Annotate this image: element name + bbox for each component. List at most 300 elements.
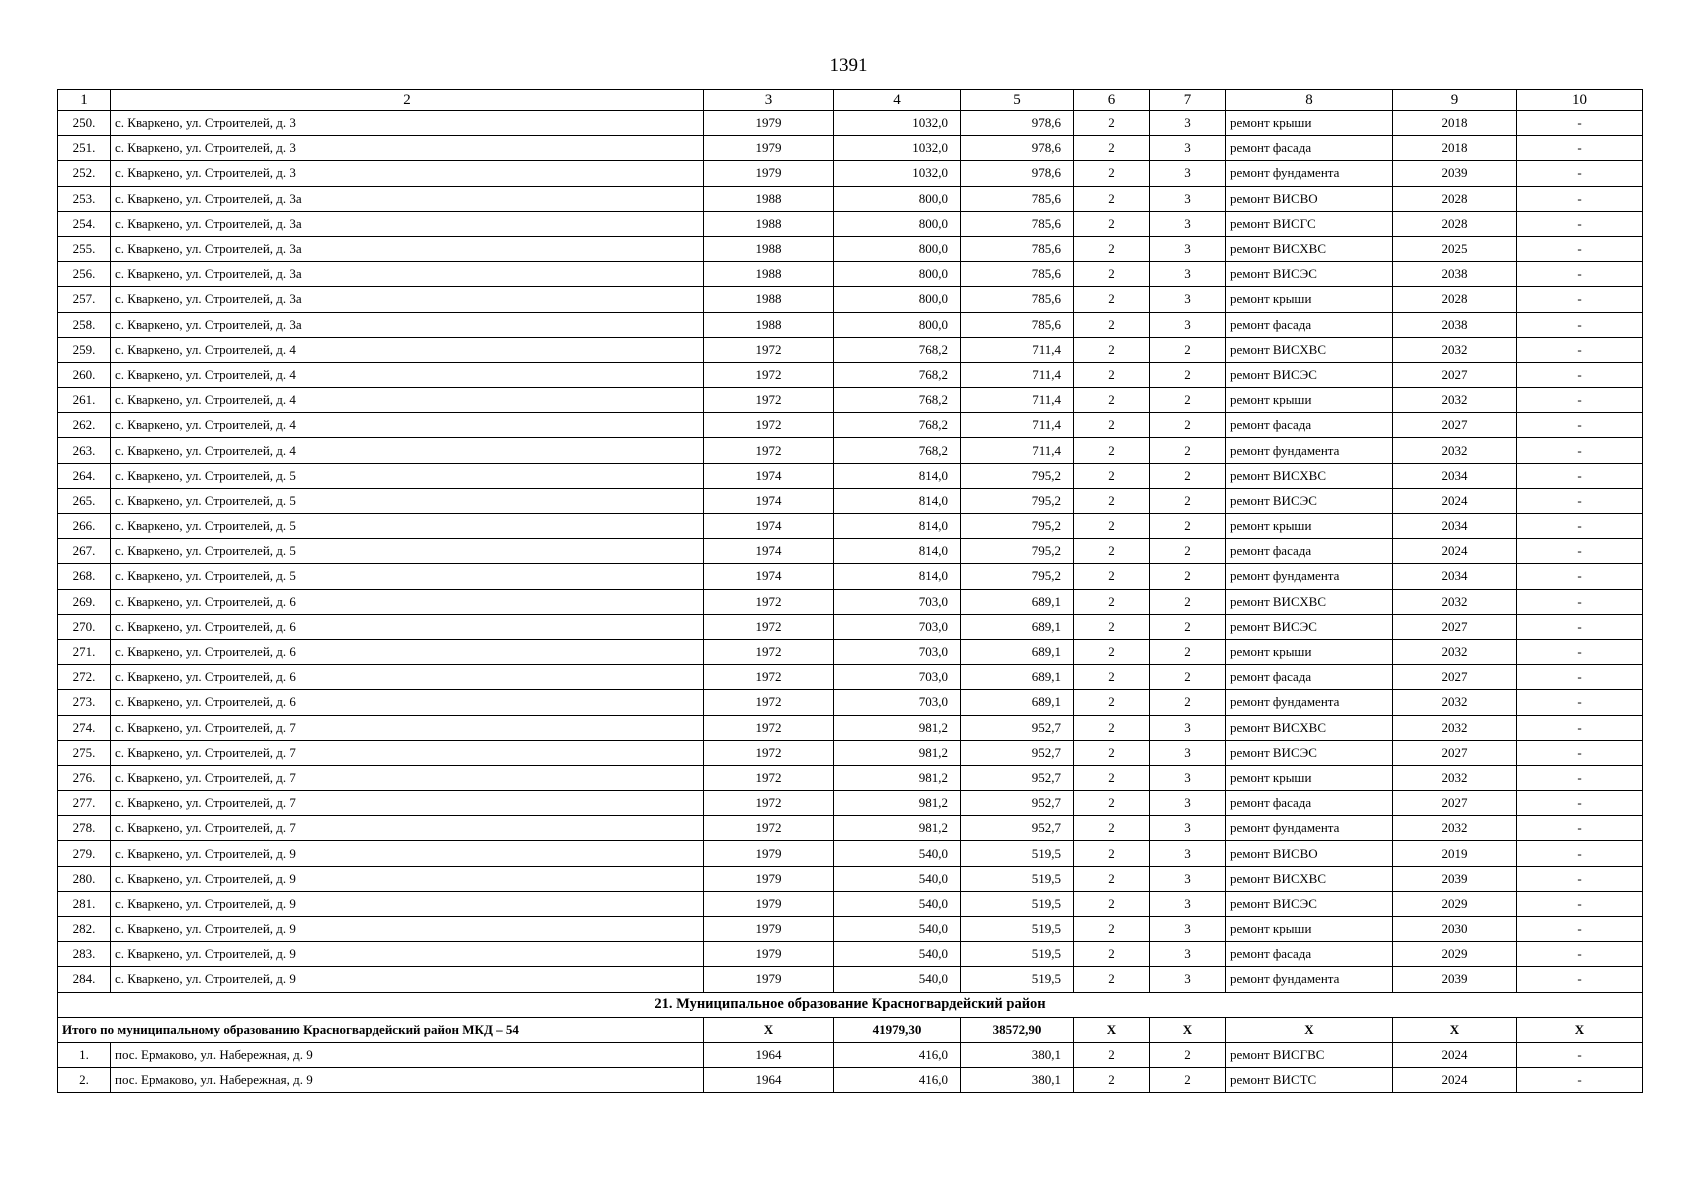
row-living-area: 380,1 (961, 1068, 1074, 1093)
row-work-type: ремонт ВИСТС (1226, 1068, 1393, 1093)
table-row (58, 740, 1643, 765)
row-col10: - (1517, 665, 1643, 690)
row-living-area: 785,6 (961, 186, 1074, 211)
row-planned-year: 2019 (1393, 841, 1517, 866)
row-work-type: ремонт фасада (1226, 413, 1393, 438)
row-col6: 2 (1074, 287, 1150, 312)
row-address: с. Кваркено, ул. Строителей, д. 5 (111, 514, 704, 539)
row-address: с. Кваркено, ул. Строителей, д. 3а (111, 186, 704, 211)
row-col10: - (1517, 438, 1643, 463)
table-row (58, 765, 1643, 790)
table-row (58, 413, 1643, 438)
row-work-type: ремонт фундамента (1226, 816, 1393, 841)
row-planned-year: 2024 (1393, 488, 1517, 513)
row-floors: 3 (1150, 715, 1226, 740)
row-build-year: 1974 (704, 488, 834, 513)
row-col10: - (1517, 589, 1643, 614)
row-floors: 3 (1150, 262, 1226, 287)
row-address: с. Кваркено, ул. Строителей, д. 3 (111, 161, 704, 186)
row-total-area: 703,0 (834, 614, 961, 639)
table-row (58, 236, 1643, 261)
row-floors: 3 (1150, 765, 1226, 790)
row-number: 2. (58, 1068, 111, 1093)
row-total-area: 540,0 (834, 917, 961, 942)
row-planned-year: 2030 (1393, 917, 1517, 942)
row-work-type: ремонт ВИСГВС (1226, 1042, 1393, 1067)
row-build-year: 1988 (704, 186, 834, 211)
row-number: 272. (58, 665, 111, 690)
row-col10: - (1517, 690, 1643, 715)
row-col6: 2 (1074, 740, 1150, 765)
row-work-type: ремонт ВИСЭС (1226, 488, 1393, 513)
row-build-year: 1974 (704, 564, 834, 589)
row-total-area: 981,2 (834, 740, 961, 765)
row-work-type: ремонт ВИСВО (1226, 186, 1393, 211)
row-col10: - (1517, 236, 1643, 261)
row-living-area: 689,1 (961, 639, 1074, 664)
row-col6: 2 (1074, 942, 1150, 967)
row-col6: 2 (1074, 211, 1150, 236)
row-total-area: 540,0 (834, 841, 961, 866)
row-work-type: ремонт крыши (1226, 287, 1393, 312)
row-number: 259. (58, 337, 111, 362)
row-col10: - (1517, 514, 1643, 539)
row-planned-year: 2025 (1393, 236, 1517, 261)
row-col6: 2 (1074, 866, 1150, 891)
row-floors: 3 (1150, 740, 1226, 765)
row-floors: 2 (1150, 463, 1226, 488)
row-number: 254. (58, 211, 111, 236)
row-living-area: 785,6 (961, 262, 1074, 287)
row-number: 266. (58, 514, 111, 539)
column-header-5: 5 (961, 90, 1074, 111)
column-header-10: 10 (1517, 90, 1643, 111)
row-living-area: 785,6 (961, 287, 1074, 312)
row-living-area: 952,7 (961, 791, 1074, 816)
row-total-area: 703,0 (834, 690, 961, 715)
row-number: 250. (58, 111, 111, 136)
row-address: с. Кваркено, ул. Строителей, д. 6 (111, 690, 704, 715)
row-planned-year: 2024 (1393, 1042, 1517, 1067)
row-work-type: ремонт фасада (1226, 665, 1393, 690)
table-row (58, 564, 1643, 589)
table-row (58, 539, 1643, 564)
row-planned-year: 2032 (1393, 690, 1517, 715)
row-work-type: ремонт фундамента (1226, 967, 1393, 992)
row-living-area: 711,4 (961, 388, 1074, 413)
row-col10: - (1517, 765, 1643, 790)
row-col6: 2 (1074, 312, 1150, 337)
row-living-area: 711,4 (961, 337, 1074, 362)
row-number: 283. (58, 942, 111, 967)
row-living-area: 978,6 (961, 111, 1074, 136)
column-header-4: 4 (834, 90, 961, 111)
row-number: 264. (58, 463, 111, 488)
row-work-type: ремонт ВИСХВС (1226, 715, 1393, 740)
row-floors: 2 (1150, 362, 1226, 387)
row-number: 271. (58, 639, 111, 664)
row-col6: 2 (1074, 262, 1150, 287)
section-title: 21. Муниципальное образование Красногвардейский район (58, 992, 1643, 1017)
row-number: 277. (58, 791, 111, 816)
row-address: с. Кваркено, ул. Строителей, д. 4 (111, 362, 704, 387)
table-row (58, 639, 1643, 664)
row-living-area: 519,5 (961, 841, 1074, 866)
row-col6: 2 (1074, 438, 1150, 463)
row-col10: - (1517, 967, 1643, 992)
row-living-area: 795,2 (961, 564, 1074, 589)
table-row (58, 211, 1643, 236)
table-row (58, 967, 1643, 992)
row-build-year: 1972 (704, 589, 834, 614)
row-build-year: 1972 (704, 665, 834, 690)
table-row (58, 791, 1643, 816)
row-col6: 2 (1074, 639, 1150, 664)
row-col6: 2 (1074, 1068, 1150, 1093)
row-address: с. Кваркено, ул. Строителей, д. 9 (111, 967, 704, 992)
table-row (58, 942, 1643, 967)
column-header-9: 9 (1393, 90, 1517, 111)
row-address: с. Кваркено, ул. Строителей, д. 7 (111, 765, 704, 790)
row-number: 256. (58, 262, 111, 287)
row-col6: 2 (1074, 841, 1150, 866)
row-total-area: 981,2 (834, 791, 961, 816)
row-living-area: 795,2 (961, 539, 1074, 564)
row-living-area: 689,1 (961, 589, 1074, 614)
row-total-area: 800,0 (834, 211, 961, 236)
row-planned-year: 2032 (1393, 816, 1517, 841)
table-row (58, 438, 1643, 463)
row-build-year: 1972 (704, 715, 834, 740)
section-row (58, 992, 1643, 1017)
row-build-year: 1972 (704, 438, 834, 463)
row-living-area: 785,6 (961, 312, 1074, 337)
table-row (58, 589, 1643, 614)
row-col10: - (1517, 111, 1643, 136)
table-row (58, 111, 1643, 136)
row-address: с. Кваркено, ул. Строителей, д. 3а (111, 211, 704, 236)
row-planned-year: 2018 (1393, 111, 1517, 136)
row-col6: 2 (1074, 161, 1150, 186)
row-address: пос. Ермаково, ул. Набережная, д. 9 (111, 1042, 704, 1067)
row-address: с. Кваркено, ул. Строителей, д. 7 (111, 816, 704, 841)
row-total-area: 814,0 (834, 514, 961, 539)
row-col6: 2 (1074, 589, 1150, 614)
row-planned-year: 2032 (1393, 388, 1517, 413)
row-number: 1. (58, 1042, 111, 1067)
row-planned-year: 2034 (1393, 463, 1517, 488)
table-row (58, 488, 1643, 513)
row-living-area: 952,7 (961, 715, 1074, 740)
table-header (58, 90, 1643, 111)
total-c8: X (1226, 1017, 1393, 1042)
row-floors: 3 (1150, 866, 1226, 891)
row-planned-year: 2038 (1393, 312, 1517, 337)
row-living-area: 519,5 (961, 942, 1074, 967)
row-col10: - (1517, 740, 1643, 765)
row-floors: 3 (1150, 891, 1226, 916)
total-a5: 38572,90 (961, 1017, 1074, 1042)
row-living-area: 519,5 (961, 967, 1074, 992)
row-address: с. Кваркено, ул. Строителей, д. 4 (111, 337, 704, 362)
row-planned-year: 2038 (1393, 262, 1517, 287)
row-number: 261. (58, 388, 111, 413)
row-work-type: ремонт фундамента (1226, 564, 1393, 589)
row-total-area: 814,0 (834, 564, 961, 589)
row-number: 263. (58, 438, 111, 463)
row-address: с. Кваркено, ул. Строителей, д. 5 (111, 488, 704, 513)
row-build-year: 1979 (704, 136, 834, 161)
row-work-type: ремонт ВИСХВС (1226, 866, 1393, 891)
row-col10: - (1517, 388, 1643, 413)
row-col10: - (1517, 841, 1643, 866)
total-c7: X (1150, 1017, 1226, 1042)
row-planned-year: 2032 (1393, 715, 1517, 740)
row-address: с. Кваркено, ул. Строителей, д. 4 (111, 438, 704, 463)
row-col6: 2 (1074, 463, 1150, 488)
column-number-row (58, 90, 1643, 111)
row-col10: - (1517, 362, 1643, 387)
column-header-3: 3 (704, 90, 834, 111)
row-planned-year: 2028 (1393, 287, 1517, 312)
row-living-area: 952,7 (961, 816, 1074, 841)
row-build-year: 1979 (704, 111, 834, 136)
row-planned-year: 2027 (1393, 740, 1517, 765)
row-address: с. Кваркено, ул. Строителей, д. 4 (111, 388, 704, 413)
row-col10: - (1517, 413, 1643, 438)
row-total-area: 814,0 (834, 463, 961, 488)
row-number: 257. (58, 287, 111, 312)
row-planned-year: 2034 (1393, 564, 1517, 589)
table-row (58, 690, 1643, 715)
row-total-area: 540,0 (834, 891, 961, 916)
row-planned-year: 2024 (1393, 1068, 1517, 1093)
column-header-2: 2 (111, 90, 704, 111)
row-floors: 3 (1150, 161, 1226, 186)
row-work-type: ремонт ВИСЭС (1226, 362, 1393, 387)
row-address: с. Кваркено, ул. Строителей, д. 7 (111, 740, 704, 765)
row-living-area: 952,7 (961, 765, 1074, 790)
table-row (58, 917, 1643, 942)
row-number: 251. (58, 136, 111, 161)
row-address: с. Кваркено, ул. Строителей, д. 9 (111, 942, 704, 967)
row-address: с. Кваркено, ул. Строителей, д. 3а (111, 287, 704, 312)
row-build-year: 1988 (704, 312, 834, 337)
page-number: 1391 (829, 55, 868, 76)
row-total-area: 768,2 (834, 413, 961, 438)
row-col6: 2 (1074, 539, 1150, 564)
row-total-area: 1032,0 (834, 111, 961, 136)
row-col6: 2 (1074, 816, 1150, 841)
row-planned-year: 2039 (1393, 967, 1517, 992)
row-total-area: 540,0 (834, 866, 961, 891)
row-build-year: 1974 (704, 539, 834, 564)
row-build-year: 1972 (704, 740, 834, 765)
row-col6: 2 (1074, 1042, 1150, 1067)
total-c10: X (1517, 1017, 1643, 1042)
row-total-area: 981,2 (834, 715, 961, 740)
row-living-area: 689,1 (961, 690, 1074, 715)
row-col10: - (1517, 891, 1643, 916)
row-build-year: 1974 (704, 463, 834, 488)
row-work-type: ремонт крыши (1226, 917, 1393, 942)
row-address: с. Кваркено, ул. Строителей, д. 3 (111, 136, 704, 161)
row-col10: - (1517, 539, 1643, 564)
row-floors: 3 (1150, 136, 1226, 161)
row-work-type: ремонт ВИСЭС (1226, 262, 1393, 287)
row-living-area: 519,5 (961, 866, 1074, 891)
row-build-year: 1972 (704, 639, 834, 664)
row-col10: - (1517, 564, 1643, 589)
row-living-area: 711,4 (961, 438, 1074, 463)
row-floors: 3 (1150, 816, 1226, 841)
row-planned-year: 2028 (1393, 211, 1517, 236)
row-work-type: ремонт крыши (1226, 388, 1393, 413)
row-total-area: 768,2 (834, 388, 961, 413)
row-col10: - (1517, 791, 1643, 816)
row-build-year: 1972 (704, 791, 834, 816)
row-address: с. Кваркено, ул. Строителей, д. 7 (111, 715, 704, 740)
row-floors: 2 (1150, 488, 1226, 513)
row-living-area: 519,5 (961, 891, 1074, 916)
row-floors: 2 (1150, 665, 1226, 690)
row-work-type: ремонт ВИСХВС (1226, 337, 1393, 362)
row-floors: 2 (1150, 589, 1226, 614)
row-col10: - (1517, 942, 1643, 967)
row-address: с. Кваркено, ул. Строителей, д. 9 (111, 917, 704, 942)
row-floors: 3 (1150, 312, 1226, 337)
row-build-year: 1972 (704, 388, 834, 413)
row-col10: - (1517, 639, 1643, 664)
row-planned-year: 2039 (1393, 866, 1517, 891)
row-work-type: ремонт ВИСЭС (1226, 740, 1393, 765)
row-address: с. Кваркено, ул. Строителей, д. 6 (111, 589, 704, 614)
row-col6: 2 (1074, 791, 1150, 816)
row-col10: - (1517, 1042, 1643, 1067)
row-number: 262. (58, 413, 111, 438)
row-address: с. Кваркено, ул. Строителей, д. 5 (111, 564, 704, 589)
row-col6: 2 (1074, 665, 1150, 690)
row-address: с. Кваркено, ул. Строителей, д. 3а (111, 262, 704, 287)
row-col10: - (1517, 866, 1643, 891)
table-row (58, 665, 1643, 690)
row-floors: 3 (1150, 942, 1226, 967)
row-col6: 2 (1074, 236, 1150, 261)
row-floors: 2 (1150, 514, 1226, 539)
row-build-year: 1972 (704, 337, 834, 362)
row-floors: 2 (1150, 614, 1226, 639)
row-col6: 2 (1074, 413, 1150, 438)
row-total-area: 703,0 (834, 639, 961, 664)
row-number: 282. (58, 917, 111, 942)
row-work-type: ремонт фундамента (1226, 438, 1393, 463)
row-col10: - (1517, 1068, 1643, 1093)
row-work-type: ремонт ВИСХВС (1226, 589, 1393, 614)
row-planned-year: 2029 (1393, 942, 1517, 967)
row-work-type: ремонт ВИСЭС (1226, 891, 1393, 916)
row-planned-year: 2027 (1393, 362, 1517, 387)
row-work-type: ремонт фасада (1226, 312, 1393, 337)
table-body (58, 111, 1643, 1093)
row-col10: - (1517, 917, 1643, 942)
row-work-type: ремонт крыши (1226, 765, 1393, 790)
row-living-area: 795,2 (961, 488, 1074, 513)
row-planned-year: 2032 (1393, 639, 1517, 664)
row-col6: 2 (1074, 614, 1150, 639)
row-total-area: 416,0 (834, 1068, 961, 1093)
row-number: 265. (58, 488, 111, 513)
row-living-area: 785,6 (961, 236, 1074, 261)
row-col10: - (1517, 262, 1643, 287)
row-total-area: 800,0 (834, 312, 961, 337)
row-build-year: 1972 (704, 765, 834, 790)
row-floors: 3 (1150, 287, 1226, 312)
row-col6: 2 (1074, 186, 1150, 211)
row-total-area: 416,0 (834, 1042, 961, 1067)
row-total-area: 814,0 (834, 539, 961, 564)
row-floors: 2 (1150, 639, 1226, 664)
row-planned-year: 2027 (1393, 665, 1517, 690)
row-col10: - (1517, 312, 1643, 337)
row-living-area: 711,4 (961, 362, 1074, 387)
row-number: 260. (58, 362, 111, 387)
row-living-area: 689,1 (961, 665, 1074, 690)
table-row (58, 312, 1643, 337)
row-build-year: 1972 (704, 614, 834, 639)
column-header-6: 6 (1074, 90, 1150, 111)
row-address: с. Кваркено, ул. Строителей, д. 6 (111, 639, 704, 664)
row-address: с. Кваркено, ул. Строителей, д. 6 (111, 665, 704, 690)
table-row (58, 841, 1643, 866)
row-planned-year: 2032 (1393, 589, 1517, 614)
table-row (58, 186, 1643, 211)
table-row (58, 514, 1643, 539)
row-work-type: ремонт крыши (1226, 514, 1393, 539)
row-total-area: 981,2 (834, 765, 961, 790)
row-number: 253. (58, 186, 111, 211)
row-total-area: 814,0 (834, 488, 961, 513)
row-planned-year: 2028 (1393, 186, 1517, 211)
row-col6: 2 (1074, 690, 1150, 715)
row-planned-year: 2024 (1393, 539, 1517, 564)
row-planned-year: 2032 (1393, 337, 1517, 362)
row-number: 258. (58, 312, 111, 337)
total-label: Итого по муниципальному образованию Красногвардейский район МКД – 54 (58, 1017, 704, 1042)
row-col6: 2 (1074, 111, 1150, 136)
row-col6: 2 (1074, 488, 1150, 513)
row-build-year: 1979 (704, 866, 834, 891)
row-address: с. Кваркено, ул. Строителей, д. 9 (111, 866, 704, 891)
row-col10: - (1517, 186, 1643, 211)
row-floors: 3 (1150, 841, 1226, 866)
row-total-area: 1032,0 (834, 161, 961, 186)
row-number: 252. (58, 161, 111, 186)
total-c3: X (704, 1017, 834, 1042)
row-living-area: 785,6 (961, 211, 1074, 236)
row-floors: 3 (1150, 967, 1226, 992)
row-work-type: ремонт фасада (1226, 791, 1393, 816)
row-col10: - (1517, 211, 1643, 236)
row-floors: 3 (1150, 211, 1226, 236)
table-row (58, 1042, 1643, 1067)
row-work-type: ремонт ВИСХВС (1226, 463, 1393, 488)
row-build-year: 1988 (704, 211, 834, 236)
total-c6: X (1074, 1017, 1150, 1042)
row-col10: - (1517, 161, 1643, 186)
row-build-year: 1979 (704, 967, 834, 992)
row-planned-year: 2029 (1393, 891, 1517, 916)
row-floors: 2 (1150, 564, 1226, 589)
